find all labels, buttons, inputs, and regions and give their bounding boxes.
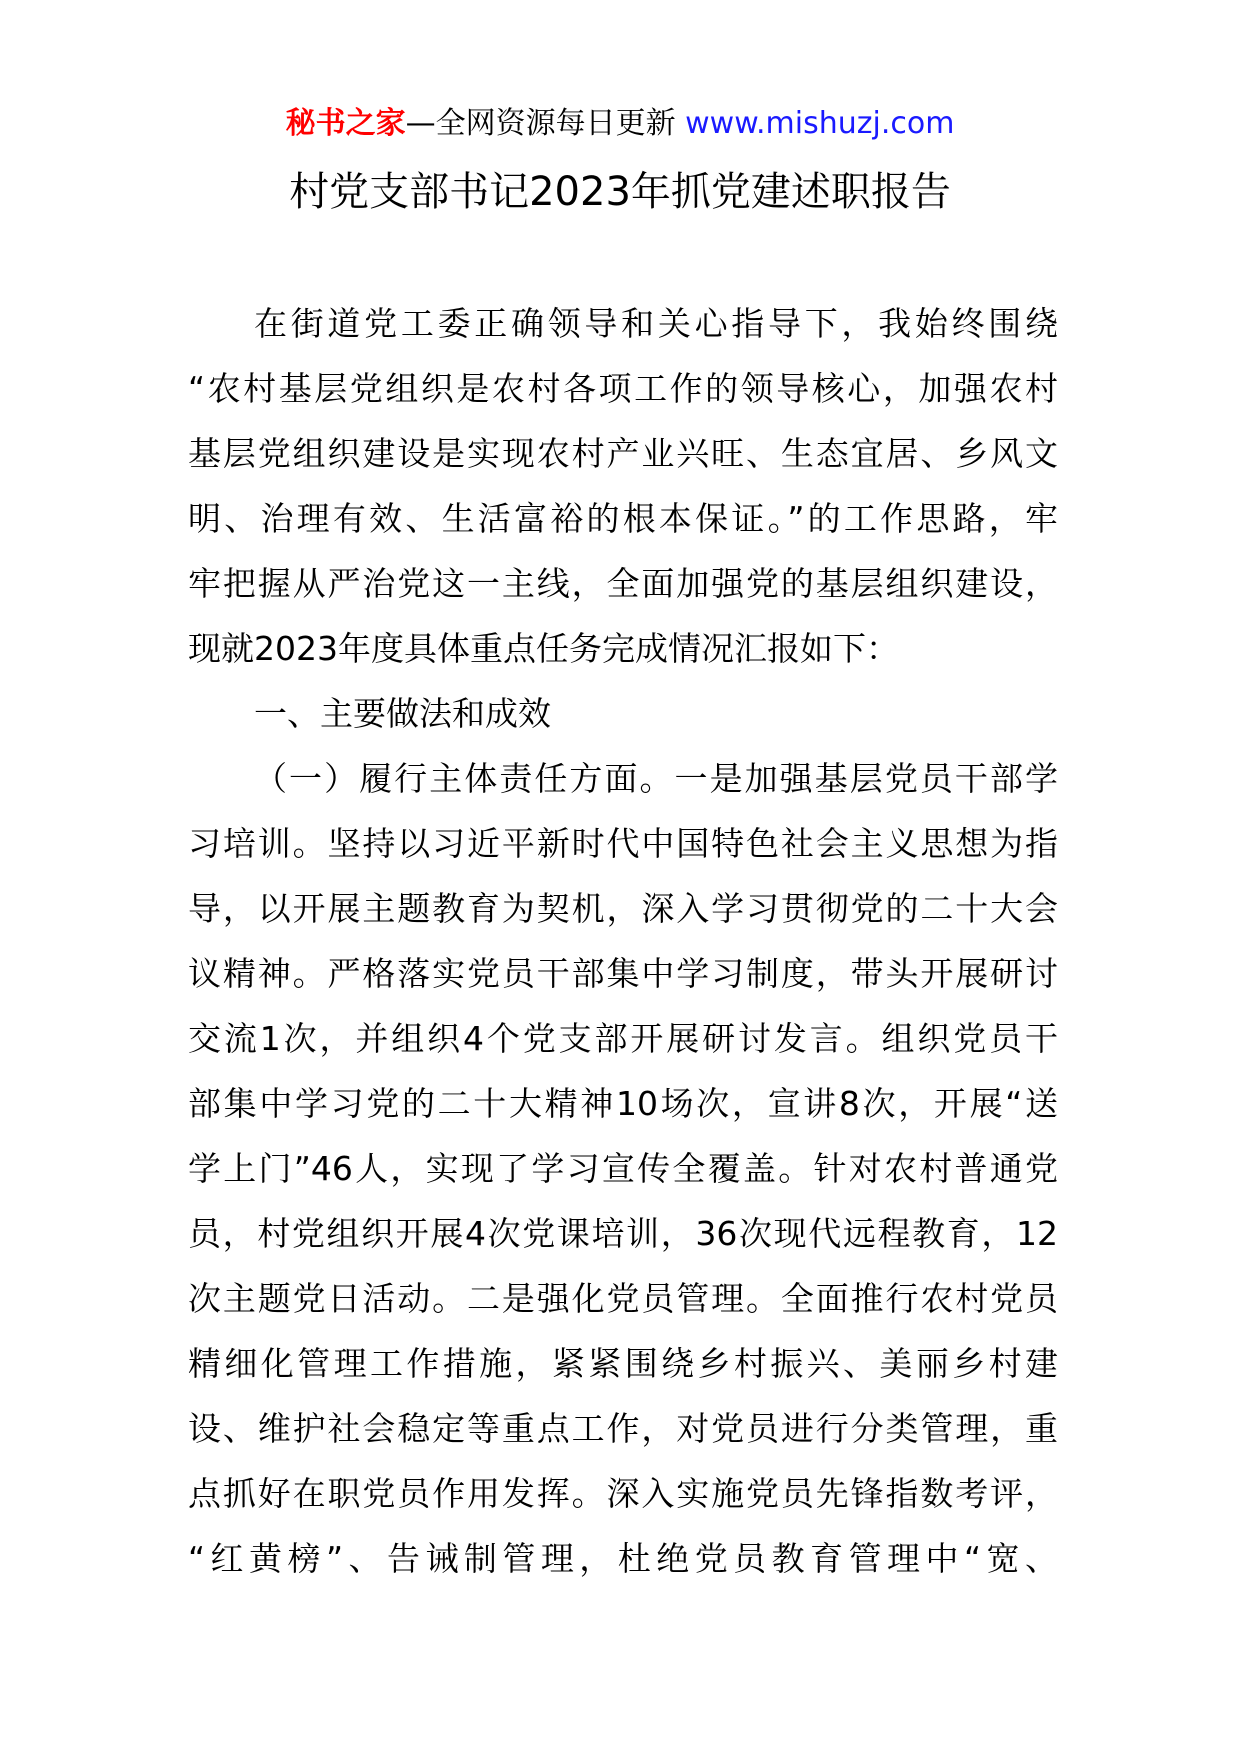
document-title: 村党支部书记2023年抓党建述职报告	[289, 169, 951, 215]
document-body	[188, 291, 1058, 1591]
paragraph-line: 部集中学习党的二十大精神10场次，宣讲8次，开展“送	[188, 1084, 1058, 1123]
paragraph-line: 学上门”46人，实现了学习宣传全覆盖。针对农村普通党	[188, 1149, 1058, 1188]
header-tagline: —全网资源每日更新	[405, 106, 676, 141]
paragraph-line: 设、维护社会稳定等重点工作，对党员进行分类管理，重	[188, 1409, 1058, 1448]
paragraph-line: 在街道党工委正确领导和关心指导下，我始终围绕	[254, 304, 1058, 343]
paragraph-line: 交流1次，并组织4个党支部开展研讨发言。组织党员干	[188, 1019, 1058, 1058]
document-header	[0, 102, 1240, 146]
paragraph-line: 点抓好在职党员作用发挥。深入实施党员先锋指数考评，	[188, 1474, 1058, 1513]
paragraph-line: 员，村党组织开展4次党课培训，36次现代远程教育，12	[188, 1214, 1058, 1253]
paragraph-line: 导，以开展主题教育为契机，深入学习贯彻党的二十大会	[188, 889, 1058, 928]
paragraph-line: 明、治理有效、生活富裕的根本保证。”的工作思路，牢	[188, 499, 1058, 538]
paragraph-line: （一）履行主体责任方面。一是加强基层党员干部学	[254, 759, 1058, 798]
paragraph-line: 精细化管理工作措施，紧紧围绕乡村振兴、美丽乡村建	[188, 1344, 1058, 1383]
brand-name: 秘书之家	[285, 106, 406, 141]
paragraph-line: 议精神。严格落实党员干部集中学习制度，带头开展研讨	[188, 954, 1058, 993]
paragraph-line: “红黄榜”、告诫制管理，杜绝党员教育管理中“宽、	[188, 1539, 1058, 1578]
paragraph-line: 基层党组织建设是实现农村产业兴旺、生态宜居、乡风文	[188, 434, 1058, 473]
paragraph-line: 次主题党日活动。二是强化党员管理。全面推行农村党员	[188, 1279, 1058, 1318]
paragraph-line: 牢把握从严治党这一主线，全面加强党的基层组织建设，	[188, 564, 1058, 603]
section-heading: 一、主要做法和成效	[254, 694, 551, 733]
paragraph-line: 习培训。坚持以习近平新时代中国特色社会主义思想为指	[188, 824, 1058, 863]
paragraph-line: 现就2023年度具体重点任务完成情况汇报如下：	[188, 629, 899, 668]
paragraph-line: “农村基层党组织是农村各项工作的领导核心，加强农村	[188, 369, 1058, 408]
site-url-link[interactable]: www.mishuzj.com	[685, 106, 955, 141]
